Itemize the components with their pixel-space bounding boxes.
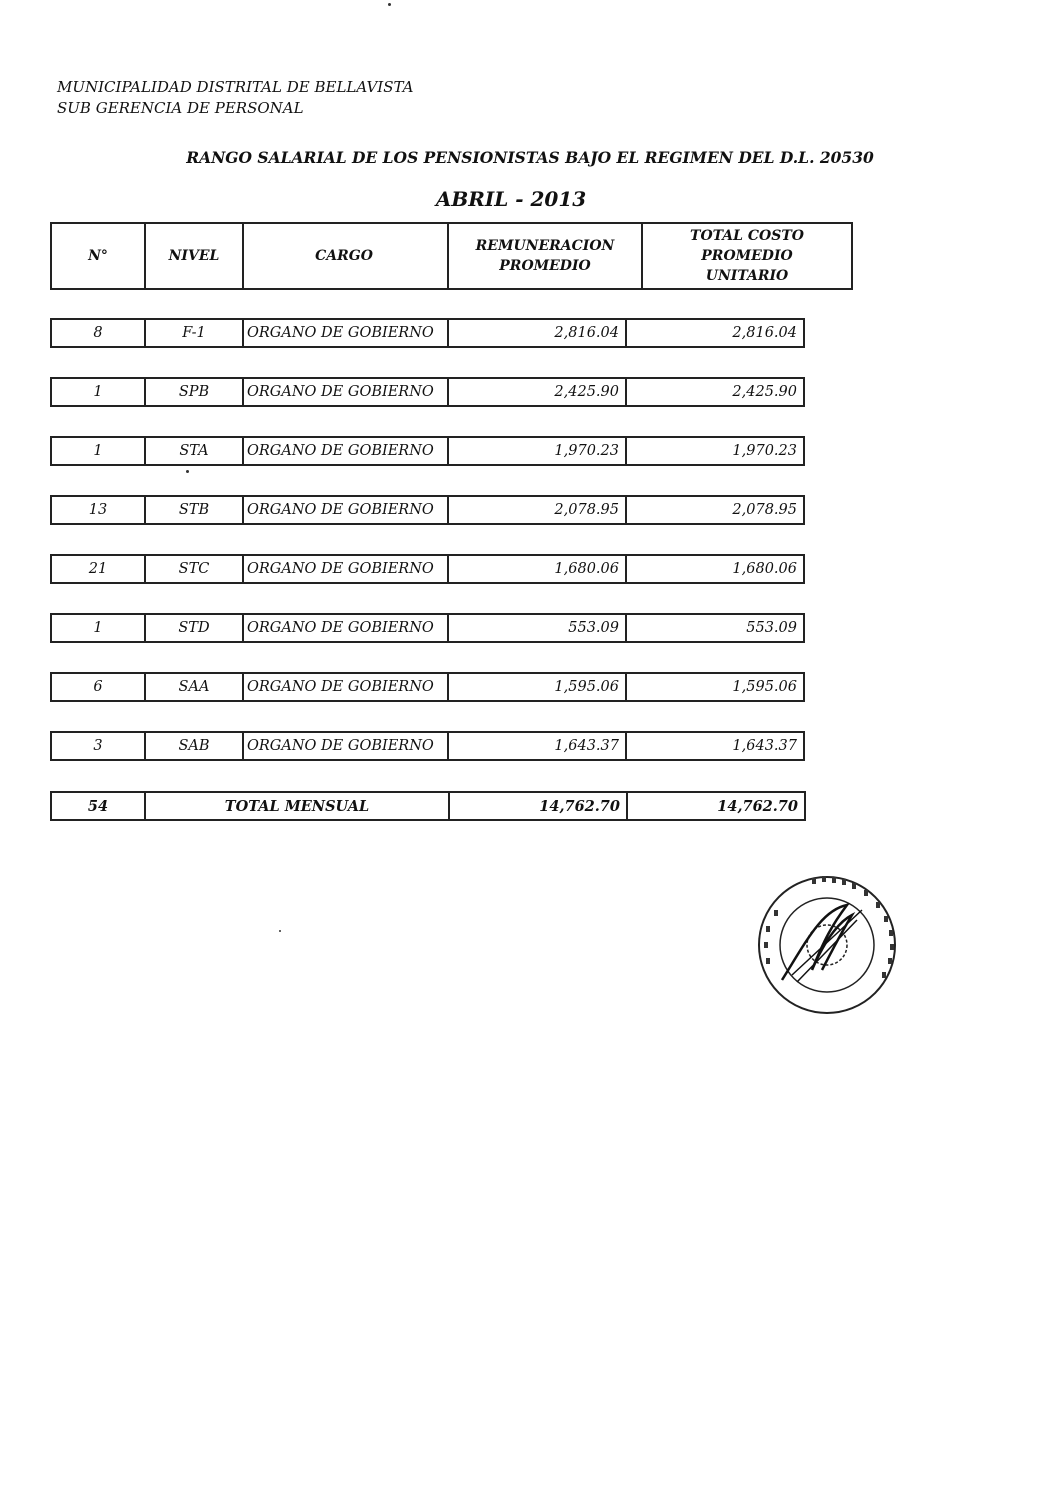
total-costo: 14,762.70 (627, 792, 805, 820)
cell-total-costo: 553.09 (626, 614, 804, 642)
cell-n: 3 (51, 732, 145, 760)
cell-n: 1 (51, 378, 145, 406)
cell-remuneracion: 1,970.23 (448, 437, 626, 465)
col-header-cargo: CARGO (243, 223, 448, 289)
cell-cargo: ORGANO DE GOBIERNO (243, 319, 448, 347)
cell-cargo: ORGANO DE GOBIERNO (243, 496, 448, 524)
total-remuneracion: 14,762.70 (449, 792, 627, 820)
col-header-remuneracion: REMUNERACION PROMEDIO (448, 223, 642, 289)
cell-total-costo: 1,595.06 (626, 673, 804, 701)
cell-total-costo: 1,643.37 (626, 732, 804, 760)
cell-remuneracion: 1,595.06 (448, 673, 626, 701)
total-label: TOTAL MENSUAL (145, 792, 449, 820)
cell-cargo: ORGANO DE GOBIERNO (243, 437, 448, 465)
table-header (50, 222, 853, 290)
table-row (50, 672, 805, 702)
cell-nivel: STC (145, 555, 243, 583)
department-name: SUB GERENCIA DE PERSONAL (57, 99, 304, 117)
cell-cargo: ORGANO DE GOBIERNO (243, 614, 448, 642)
cell-n: 8 (51, 319, 145, 347)
period-title: ABRIL - 2013 (435, 187, 587, 211)
col-header-total-costo: TOTAL COSTO PROMEDIO UNITARIO (642, 223, 852, 289)
cell-nivel: STA (145, 437, 243, 465)
cell-nivel: SAA (145, 673, 243, 701)
cell-total-costo: 2,816.04 (626, 319, 804, 347)
cell-n: 21 (51, 555, 145, 583)
cell-total-costo: 1,680.06 (626, 555, 804, 583)
table-row (50, 495, 805, 525)
total-count: 54 (51, 792, 145, 820)
cell-cargo: ORGANO DE GOBIERNO (243, 673, 448, 701)
cell-total-costo: 2,425.90 (626, 378, 804, 406)
cell-n: 1 (51, 614, 145, 642)
cell-remuneracion: 1,643.37 (448, 732, 626, 760)
cell-n: 6 (51, 673, 145, 701)
cell-cargo: ORGANO DE GOBIERNO (243, 555, 448, 583)
totals-row (50, 791, 806, 821)
cell-remuneracion: 2,078.95 (448, 496, 626, 524)
scan-speck (388, 3, 391, 6)
cell-remuneracion: 1,680.06 (448, 555, 626, 583)
cell-nivel: STD (145, 614, 243, 642)
cell-cargo: ORGANO DE GOBIERNO (243, 732, 448, 760)
cell-total-costo: 2,078.95 (626, 496, 804, 524)
cell-remuneracion: 2,425.90 (448, 378, 626, 406)
cell-cargo: ORGANO DE GOBIERNO (243, 378, 448, 406)
official-seal-stamp (752, 870, 902, 1020)
scan-speck (186, 470, 189, 473)
cell-nivel: F-1 (145, 319, 243, 347)
table-row (50, 377, 805, 407)
cell-n: 13 (51, 496, 145, 524)
cell-nivel: SAB (145, 732, 243, 760)
col-header-nivel: NIVEL (145, 223, 243, 289)
table-row (50, 613, 805, 643)
document-title: RANGO SALARIAL DE LOS PENSIONISTAS BAJO EL REGIMEN DEL D.L. 20530 (186, 148, 874, 167)
table-row (50, 554, 805, 584)
table-row (50, 318, 805, 348)
cell-nivel: SPB (145, 378, 243, 406)
cell-total-costo: 1,970.23 (626, 437, 804, 465)
scan-speck (279, 930, 281, 932)
col-header-n: N° (51, 223, 145, 289)
cell-remuneracion: 553.09 (448, 614, 626, 642)
table-row (50, 436, 805, 466)
cell-n: 1 (51, 437, 145, 465)
institution-name: MUNICIPALIDAD DISTRITAL DE BELLAVISTA (57, 78, 414, 96)
table-row (50, 731, 805, 761)
cell-nivel: STB (145, 496, 243, 524)
cell-remuneracion: 2,816.04 (448, 319, 626, 347)
